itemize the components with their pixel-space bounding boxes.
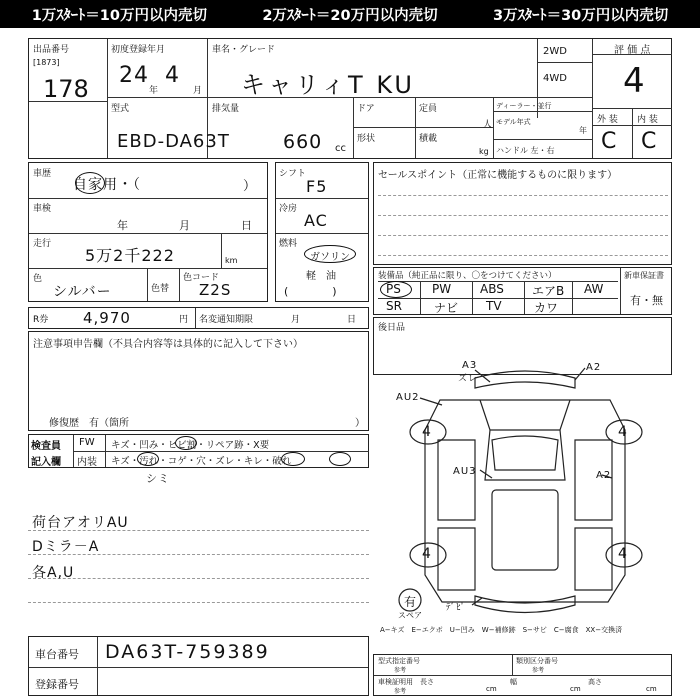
- dmg-tail: ﾃﾞﾋﾟ: [446, 603, 467, 613]
- history-label: 車歴: [33, 169, 52, 179]
- recycle-value: 4,970: [83, 309, 131, 327]
- bottom-spec-section: [373, 654, 672, 696]
- inspection-month: 月: [179, 219, 190, 232]
- mileage-value: 5万2千222: [85, 246, 175, 265]
- equip-airbag: エアB: [532, 284, 565, 298]
- history-close: ）: [243, 179, 257, 194]
- reg-month-unit: 月: [193, 86, 203, 96]
- ac-label: 冷房: [279, 204, 298, 214]
- drive-4wd: 4WD: [543, 73, 567, 84]
- disp-unit: cc: [335, 143, 346, 154]
- bottom-ref-2: 参考: [532, 667, 545, 674]
- shift-value: F5: [306, 177, 328, 196]
- spare-yes: 有: [404, 595, 418, 609]
- history-value: 自家用・（: [73, 177, 141, 193]
- name-label: 車名・グレード: [212, 45, 276, 55]
- top-banner: [0, 0, 700, 28]
- bottom-cat: 類別区分番号: [516, 657, 558, 665]
- damage-legend: A−キズ E−エクボ U−凹み W−補修跡 S−サビ C−腐食 XX−交換済: [380, 626, 623, 634]
- drive-2wd: 2WD: [543, 46, 567, 57]
- tire-fl: 4: [422, 424, 432, 440]
- handle-label: ハンドル 左・右: [496, 146, 555, 155]
- bottom-cm-3: cm: [646, 685, 657, 693]
- caution-section: [28, 331, 369, 431]
- dmg-a3: A3: [462, 360, 478, 371]
- color-label: 色: [33, 274, 43, 284]
- repair-close: ）: [355, 418, 365, 429]
- recycle-section: [28, 307, 369, 329]
- vehicle-info-section: [28, 162, 268, 302]
- reg-year: 24: [119, 63, 149, 88]
- bottom-shape: 型式指定番号: [378, 657, 420, 665]
- misalign-circle: [281, 452, 305, 466]
- tire-rr: 4: [618, 546, 628, 562]
- chassis-label: 車台番号: [35, 648, 79, 661]
- memo-2: Dミラ－A: [32, 539, 100, 555]
- dmg-au2: AU2: [396, 392, 420, 403]
- spec-section: [275, 162, 369, 302]
- chassis-value: DA63T-759389: [105, 641, 270, 663]
- checker-label-1: 検査員: [31, 441, 61, 452]
- memo-area: [28, 490, 369, 625]
- bottom-len: 長さ: [420, 678, 434, 686]
- ext-grade: C: [601, 129, 618, 154]
- fw-label: FW: [79, 437, 95, 448]
- inspection-year: 年: [117, 219, 128, 232]
- reg-no-label: 登録番号: [35, 678, 79, 691]
- reg-year-unit: 年: [149, 86, 159, 96]
- inspection-day: 日: [241, 219, 252, 232]
- memo-3: 各A,U: [32, 565, 75, 581]
- fuel-paren: ( ): [284, 285, 337, 298]
- ext-label: 外 装: [597, 115, 618, 125]
- mileage-label: 走行: [33, 239, 52, 249]
- dmg-a2-side: A2: [596, 470, 612, 481]
- equip-ps: PS: [386, 282, 401, 296]
- dealer-label: ディーラー・並行: [496, 102, 552, 110]
- disp-value: 660: [283, 131, 323, 153]
- color-code-label: 色コード: [183, 273, 220, 283]
- equip-pw: PW: [432, 282, 452, 296]
- ac-value: AC: [304, 211, 328, 230]
- warranty-value: 有・無: [630, 294, 663, 307]
- fw-items: キズ・凹み・ヒビ割・リペア跡・X要: [111, 440, 270, 451]
- model-label: 型式: [111, 104, 130, 114]
- fuel-label: 燃料: [279, 239, 298, 249]
- lot-label: 出品番号: [33, 45, 70, 55]
- interior-label: 内装: [77, 457, 97, 468]
- load-unit: kg: [479, 147, 489, 156]
- bottom-cm-1: cm: [486, 685, 497, 693]
- mileage-unit: km: [225, 256, 238, 265]
- dmg-zure: ズレ: [458, 374, 479, 384]
- fuel-gas: ガソリン: [310, 252, 350, 263]
- chassis-section: [28, 636, 369, 696]
- spare-label: スペア: [398, 611, 422, 620]
- equip-aw: AW: [584, 282, 604, 296]
- color-code-value: Z2S: [199, 281, 232, 299]
- stain-circle: [137, 452, 159, 466]
- dmg-au3: AU3: [453, 466, 477, 477]
- dent-circle: [175, 436, 197, 450]
- model-value: EBD-DA63T: [117, 131, 230, 152]
- repair-label: 修復歴 有（箇所: [49, 418, 129, 429]
- car-name: キャリィT KU: [241, 71, 415, 99]
- sales-point-section: [373, 162, 672, 265]
- memo-1: 荷台アオリAU: [32, 515, 129, 531]
- reg-month: 4: [165, 63, 180, 88]
- tire-fr: 4: [618, 424, 628, 440]
- notice-month: 月: [291, 315, 301, 325]
- equip-sr: SR: [386, 299, 402, 313]
- header-section: [28, 38, 672, 159]
- warranty-label: 新車保証書: [624, 271, 664, 280]
- bottom-hei: 高さ: [588, 678, 602, 686]
- banner-2: 2万ｽﾀｰﾄ＝20万円以内売切: [262, 7, 438, 24]
- equip-abs: ABS: [480, 282, 504, 296]
- door-label: ドア: [357, 104, 375, 114]
- dmg-a2-top: A2: [586, 362, 602, 373]
- bottom-ref-1: 参考: [394, 667, 407, 674]
- shape-label: 形状: [357, 134, 376, 144]
- notice-day: 日: [347, 315, 357, 325]
- lot-number: 178: [43, 75, 89, 103]
- caution-label: 注意事項申告欄（不具合内容等は具体的に記入して下さい）: [33, 339, 303, 350]
- model-year-unit: 年: [579, 126, 587, 135]
- checker-label-2: 記入欄: [31, 457, 61, 468]
- checker-note: シミ: [146, 472, 170, 485]
- bottom-ref-3: 参考: [394, 688, 407, 695]
- model-year-label: モデル年式: [496, 118, 531, 126]
- interior-items: キズ・汚れ・コゲ・穴・ズレ・キレ・破れ: [111, 456, 292, 467]
- cap-unit: 人: [483, 120, 493, 130]
- sales-point-label: セールスポイント（正常に機能するものに限ります）: [378, 170, 618, 181]
- recycle-label: R券: [33, 315, 49, 325]
- score-value: 4: [623, 61, 646, 101]
- inspection-label: 車検: [33, 204, 52, 214]
- equip-label: 装備品（純正品に限り、〇をつけてください）: [378, 271, 557, 281]
- fuel-diesel: 軽 油: [306, 271, 336, 282]
- car-diagram: [380, 360, 670, 625]
- notice-label: 名変通知期限: [199, 315, 254, 325]
- tear-circle: [329, 452, 351, 466]
- bottom-wid: 幅: [510, 678, 517, 686]
- bottom-size: 車検証明用: [378, 678, 413, 686]
- banner-1: 1万ｽﾀｰﾄ＝10万円以内売切: [31, 7, 207, 24]
- tire-rl: 4: [422, 546, 432, 562]
- disp-label: 排気量: [212, 104, 240, 114]
- color-value: シルバー: [53, 284, 112, 300]
- bottom-cm-2: cm: [570, 685, 581, 693]
- checker-section: [28, 434, 369, 468]
- score-label: 評 価 点: [614, 45, 651, 56]
- recycle-unit: 円: [179, 315, 189, 325]
- cap-label: 定員: [419, 104, 438, 114]
- load-label: 積載: [419, 134, 438, 144]
- equip-leather: カワ: [534, 301, 559, 315]
- equipment-section: [373, 267, 672, 315]
- reg-label: 初度登録年月: [111, 45, 166, 55]
- color-change-label: 色替: [151, 284, 170, 294]
- equip-navi: ナビ: [434, 301, 459, 315]
- lot-code: [1873]: [33, 58, 60, 67]
- int-label: 内 装: [637, 115, 658, 125]
- later-items-label: 後日品: [378, 323, 406, 333]
- banner-3: 3万ｽﾀｰﾄ＝30万円以内売切: [493, 7, 669, 24]
- shift-label: シフト: [279, 169, 307, 179]
- equip-tv: TV: [486, 299, 502, 313]
- int-grade: C: [641, 129, 658, 154]
